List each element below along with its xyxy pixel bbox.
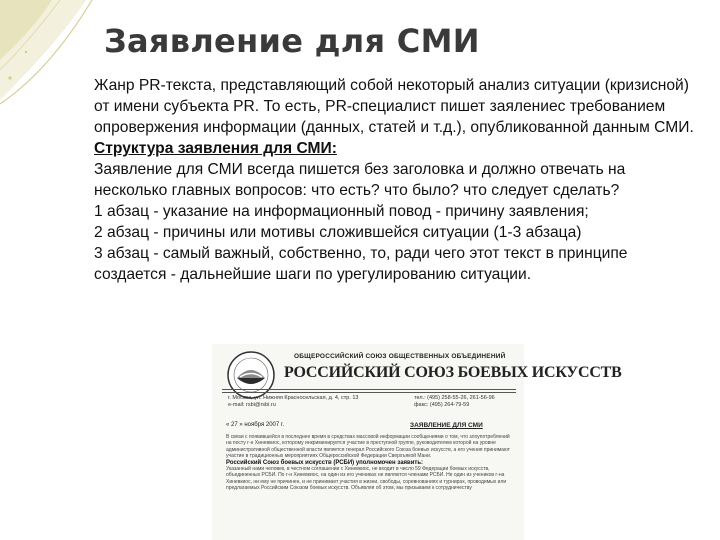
paragraph-item-3: 3 абзац - самый важный, собственно, то, ради чего этот текст в принципе создается - дальнейшие шаги по урегулированию ситуации. [94, 245, 628, 283]
org-address [228, 395, 359, 409]
document-date: « 27 » ноября 2007 г. [226, 422, 285, 428]
document-text-body: Указанный нами человек, в честном соглашении с Хиневкиос, не входит в число 59 Федерации боевых искусств, объединенных РСБИ. По г-н Хиневкиос, на один из его учениках не являются членами РСБИ. Не один из учеников г-на Хиневкиос, ни ему не причинен, и не принимает участия в жизни, свободы, соревнованиях и турнирах, проводимых или предлагаемых Российским Союзом боевых искусств. Объявляя об этом, мы призываем к сотрудничеству [226, 466, 507, 492]
decorative-corner-flourish [0, 0, 100, 110]
header-rule-top [222, 389, 516, 390]
intro-paragraph: Жанр PR-текста, представляющий собой некоторый анализ ситуации (кризисной) от имени субъекта PR. То есть, PR-специалист пишет заялениес требованием опровержения информации (данных, статей и т.д.), опубликованной данным СМИ. [94, 77, 694, 136]
header-rule-bottom [222, 392, 516, 393]
document-text-declaration: Российский Союз боевых искусств (РСБИ) уполномочен заявить: [226, 459, 424, 466]
phone-line-2: факс: (495) 264-79-59 [414, 402, 470, 408]
structure-subheading: Структура заявления для СМИ: [94, 140, 337, 157]
org-header-line: ОБЩЕРОССИЙСКИЙ СОЮЗ ОБЩЕСТВЕННЫХ ОБЪЕДИНЕНИЙ [294, 353, 506, 360]
address-line-2: e-mail: rsbi@rsbi.ru [228, 402, 276, 408]
paragraph-item-1: 1 абзац - указание на информационный повод - причину заявления; [94, 203, 589, 220]
document-text-intro: В связи с появившейся в последнее время в средствах массовой информации сообщениями о том, что злоупотреблений на посту г-н Хиневкиос, которому инкриминируется участие в преступной группе, руководителем которой на уровне административной общественной власти является генерал Российского Союза боевых искусств, а его учения принимают участие в традиционных мероприятиях Общероссийской Федерации Сверхъякой Мани. [226, 434, 510, 460]
address-line-1: г. Москва, ул. Нижняя Красносельская, д. 4, стр. 13 [228, 395, 359, 401]
document-title: ЗАЯВЛЕНИЕ ДЛЯ СМИ [410, 422, 483, 429]
slide-title: Заявление для СМИ [104, 22, 480, 60]
structure-paragraph: Заявление для СМИ всегда пишется без заголовка и должно отвечать на несколько главных вопросов: что есть? что было? что следует сделать? [94, 161, 626, 199]
slide-body [94, 75, 702, 285]
statement-document-image [212, 344, 622, 540]
document-text [226, 434, 516, 492]
org-phones [414, 395, 495, 409]
phone-line-1: тел.: (495) 258-55-26, 261-56-96 [414, 395, 495, 401]
org-name: РОССИЙСКИЙ СОЮЗ БОЕВЫХ ИСКУССТВ [284, 364, 622, 381]
paragraph-item-2: 2 абзац - причины или мотивы сложившейся ситуации (1-3 абзаца) [94, 224, 582, 241]
